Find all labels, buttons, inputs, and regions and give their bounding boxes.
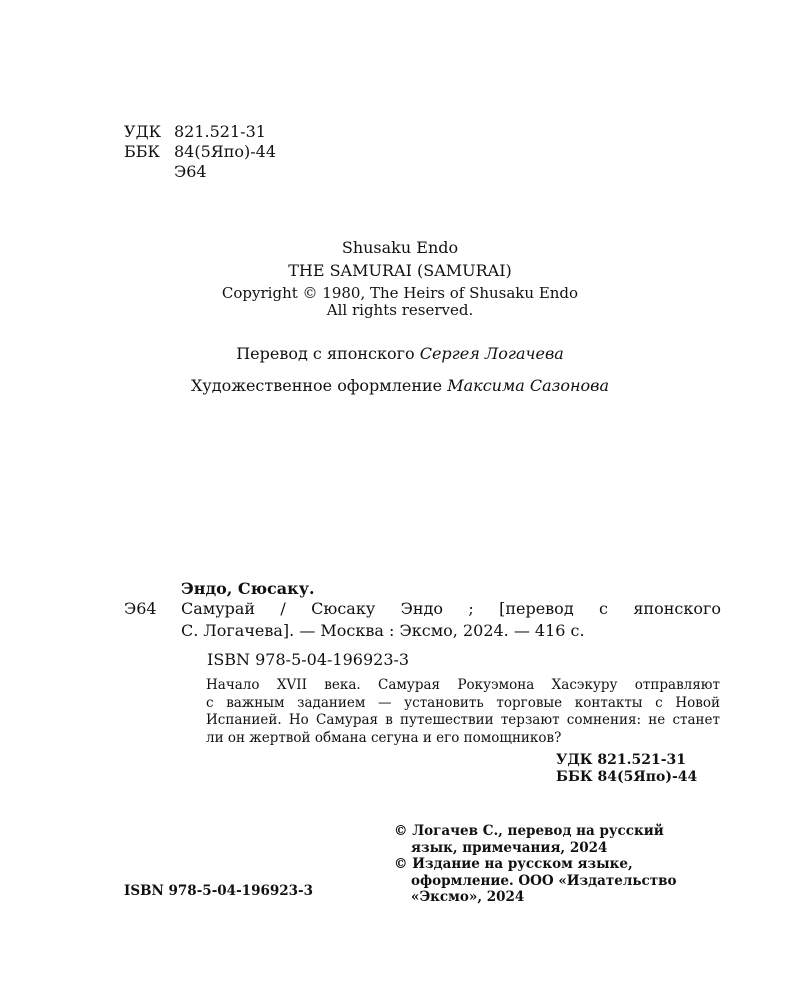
udk-value: 821.521-31 (174, 122, 266, 141)
classification-summary (556, 752, 697, 786)
annotation-line: Начало XVII века. Самурая Рокуэмона Хасэкуру отправляют (206, 677, 720, 693)
bbk-label: ББК (124, 142, 160, 161)
translator-name: Сергея Логачева (419, 344, 564, 363)
copyright-line: оформление. ООО «Издательство (411, 872, 677, 889)
copyright-line: © Логачев С., перевод на русский (394, 823, 664, 839)
bbk-summary: ББК 84(5Япо)-44 (556, 769, 698, 785)
bbk-value: 84(5Япо)-44 (174, 142, 277, 161)
annotation-line: ли он жертвой обмана сегуна и его помощников? (206, 729, 562, 746)
author-code-row (124, 162, 276, 182)
catalog-description-line1: Самурай / Сюсаку Эндо ; [перевод с японского (181, 599, 721, 618)
copyright-line: © Издание на русском языке, (394, 856, 633, 872)
bbk-row (124, 142, 276, 162)
annotation-line: с важным заданием — установить торговые контакты с Новой (206, 694, 720, 711)
original-author: Shusaku Endo (341, 238, 459, 257)
classification-codes (124, 122, 276, 182)
designer-name: Максима Сазонова (447, 376, 610, 395)
copyright-line: язык, примечания, 2024 (411, 839, 608, 856)
isbn-bottom: ISBN 978-5-04-196923-3 (124, 883, 314, 899)
udk-summary: УДК 821.521-31 (556, 752, 687, 768)
design-credit (0, 376, 800, 396)
author-code-label (124, 162, 174, 182)
design-prefix: Художественное оформление (190, 376, 448, 395)
translation-prefix: Перевод с японского (236, 344, 420, 363)
original-copyright: Copyright © 1980, The Heirs of Shusaku Endo (221, 284, 579, 302)
annotation (206, 677, 720, 747)
rights-reserved: All rights reserved. (326, 301, 474, 319)
udk-label: УДК (124, 122, 161, 141)
translation-credit (0, 344, 800, 364)
catalog-code: Э64 (124, 599, 157, 618)
copyright-line: «Эксмо», 2024 (411, 889, 525, 905)
annotation-line: Испанией. Но Самурая в путешествии терзают сомнения: не станет (206, 712, 720, 728)
catalog-author: Эндо, Сюсаку. (181, 579, 315, 598)
author-code-value: Э64 (174, 162, 207, 181)
catalog-isbn: ISBN 978-5-04-196923-3 (207, 650, 410, 669)
original-title: THE SAMURAI (SAMURAI) (288, 261, 512, 280)
copyright-block (394, 823, 724, 906)
catalog-description-line2: С. Логачева]. — Москва : Эксмо, 2024. — 416 с. (181, 621, 585, 640)
udk-row (124, 122, 276, 142)
